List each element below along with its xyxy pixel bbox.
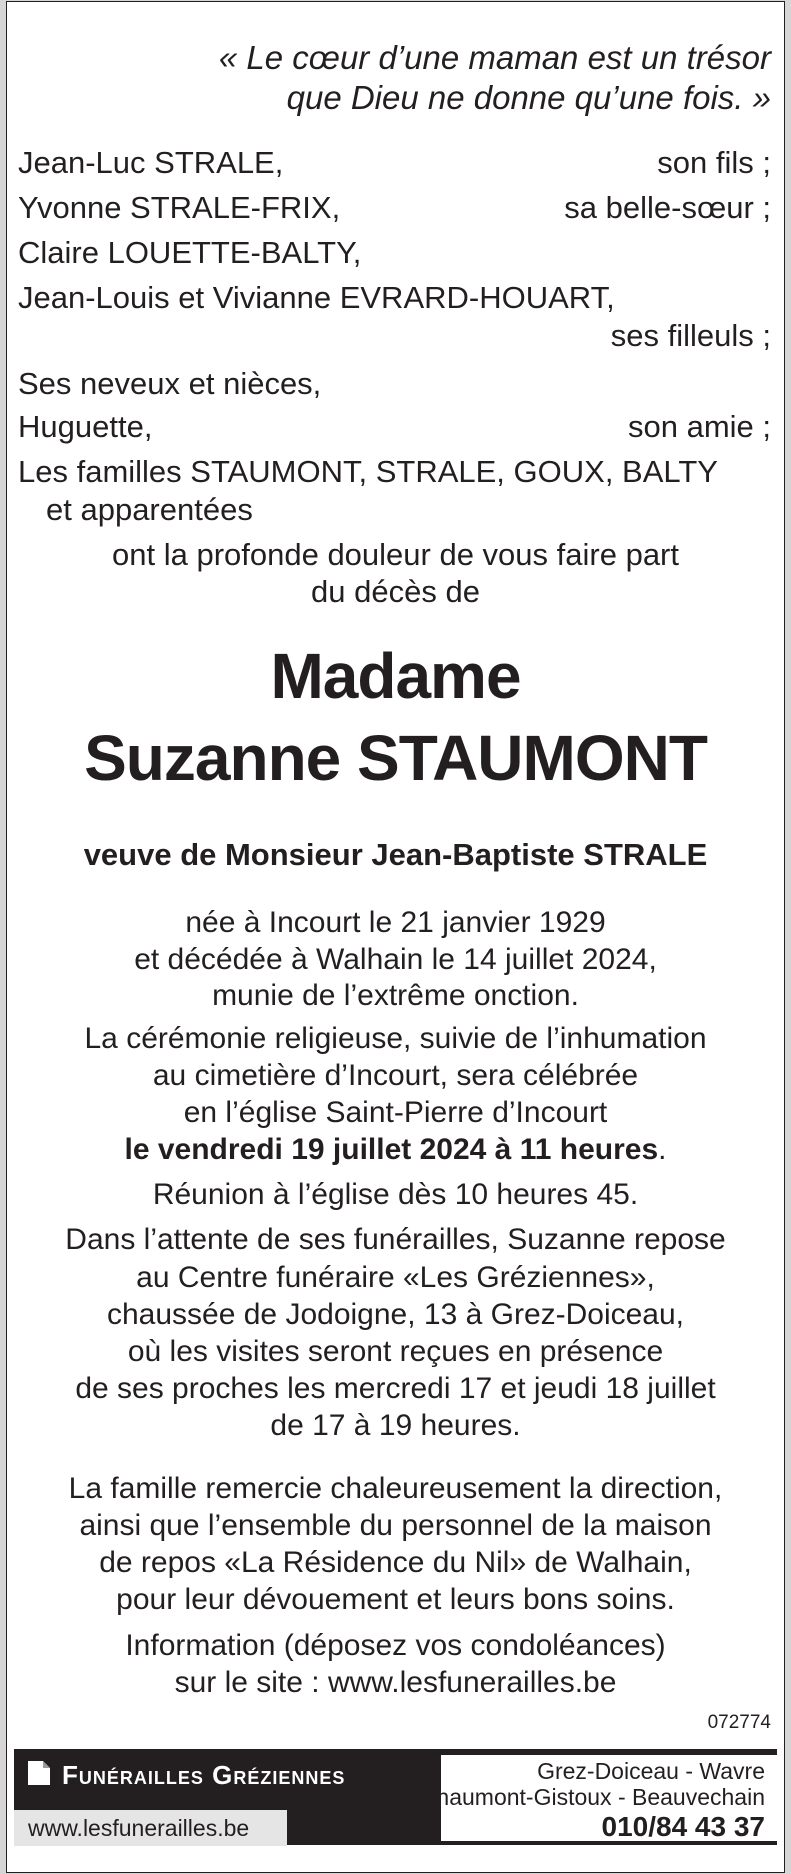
family-name: Jean-Louis et Vivianne EVRARD-HOUART, — [18, 280, 615, 315]
info-line-1: Information (déposez vos condoléances) — [125, 1629, 666, 1662]
birth-line: née à Incourt le 21 janvier 1929 — [185, 906, 606, 939]
family-row — [18, 186, 771, 230]
website-link[interactable]: www.lesfunerailles.be — [14, 1810, 287, 1846]
funeral-home-name — [62, 1757, 345, 1793]
opening-quote — [219, 38, 771, 118]
family-row — [18, 141, 771, 185]
widow-of: veuve de Monsieur Jean-Baptiste STRALE — [83, 837, 708, 872]
deceased-title: Madame — [270, 640, 521, 712]
family-name: Huguette, — [18, 409, 153, 444]
thanks-line: pour leur dévouement et leurs bons soins. — [116, 1583, 675, 1616]
ceremony-date: le vendredi 19 juillet 2024 à 11 heures — [124, 1133, 659, 1166]
document-icon — [26, 1759, 52, 1787]
thanks-line: ainsi que l’ensemble du personnel de la maison — [79, 1509, 712, 1542]
family-name: Ses neveux et nièces, — [18, 366, 322, 401]
family-row — [18, 362, 771, 406]
ceremony-line-2: au cimetière d’Incourt, sera célébrée — [152, 1059, 639, 1092]
locations-box — [419, 1755, 777, 1842]
family-row — [18, 405, 771, 449]
ceremony-line-1: La cérémonie religieuse, suivie de l’inhumation — [84, 1022, 707, 1055]
related-text: et apparentées — [46, 492, 253, 527]
family-relation: son amie ; — [627, 409, 771, 444]
family-name: Yvonne STRALE-FRIX, — [18, 190, 341, 225]
family-row — [18, 231, 771, 275]
rest-line: au Centre funéraire «Les Gréziennes», — [136, 1261, 655, 1294]
related-row — [46, 488, 771, 532]
rites-line: munie de l’extrême onction. — [212, 979, 579, 1012]
reference-number: 072774 — [707, 1712, 771, 1733]
locations-line-2: Chaumont-Gistoux - Beauvechain — [419, 1784, 765, 1810]
ceremony-date-end: . — [658, 1133, 667, 1166]
rest-line: chaussée de Jodoigne, 13 à Grez-Doiceau, — [106, 1298, 685, 1331]
locations-line-1: Grez-Doiceau - Wavre — [537, 1758, 765, 1784]
quote-line-1: « Le cœur d’une maman est un trésor — [218, 39, 771, 76]
rest-line: Dans l’attente de ses funérailles, Suzanne repose — [65, 1223, 726, 1256]
rest-line: de ses proches les mercredi 17 et jeudi 18 juillet — [75, 1372, 716, 1405]
ceremony-line-3: en l’église Saint-Pierre d’Incourt — [183, 1096, 608, 1129]
family-name: Les familles STAUMONT, STRALE, GOUX, BALTY — [18, 454, 718, 489]
info-line-2: sur le site : www.lesfunerailles.be — [174, 1666, 617, 1699]
thanks-line: de repos «La Résidence du Nil» de Walhain, — [99, 1546, 692, 1579]
quote-line-2: que Dieu ne donne qu’une fois. » — [286, 79, 771, 116]
announce-line-1: ont la profonde douleur de vous faire part — [112, 537, 679, 572]
ceremony-date-line — [0, 1131, 791, 1169]
phone-number[interactable]: 010/84 43 37 — [601, 1811, 765, 1842]
family-name: Claire LOUETTE-BALTY, — [18, 235, 362, 270]
meeting-line: Réunion à l’église dès 10 heures 45. — [152, 1178, 639, 1211]
death-line: et décédée à Walhain le 14 juillet 2024, — [134, 943, 657, 976]
announce-line-2: du décès de — [311, 574, 480, 609]
family-name: Jean-Luc STRALE, — [18, 145, 284, 180]
rest-line: où les visites seront reçues en présence — [127, 1335, 664, 1368]
family-relation: sa belle-sœur ; — [564, 190, 771, 225]
family-row — [18, 314, 771, 358]
family-relation: son fils ; — [657, 145, 771, 180]
thanks-line: La famille remercie chaleureusement la direction, — [68, 1472, 723, 1505]
deceased-name: Suzanne STAUMONT — [84, 722, 707, 794]
funeral-home-name-text: Funérailles Gréziennes — [62, 1760, 346, 1790]
family-relation: ses filleuls ; — [610, 318, 771, 353]
rest-line: de 17 à 19 heures. — [270, 1409, 521, 1442]
